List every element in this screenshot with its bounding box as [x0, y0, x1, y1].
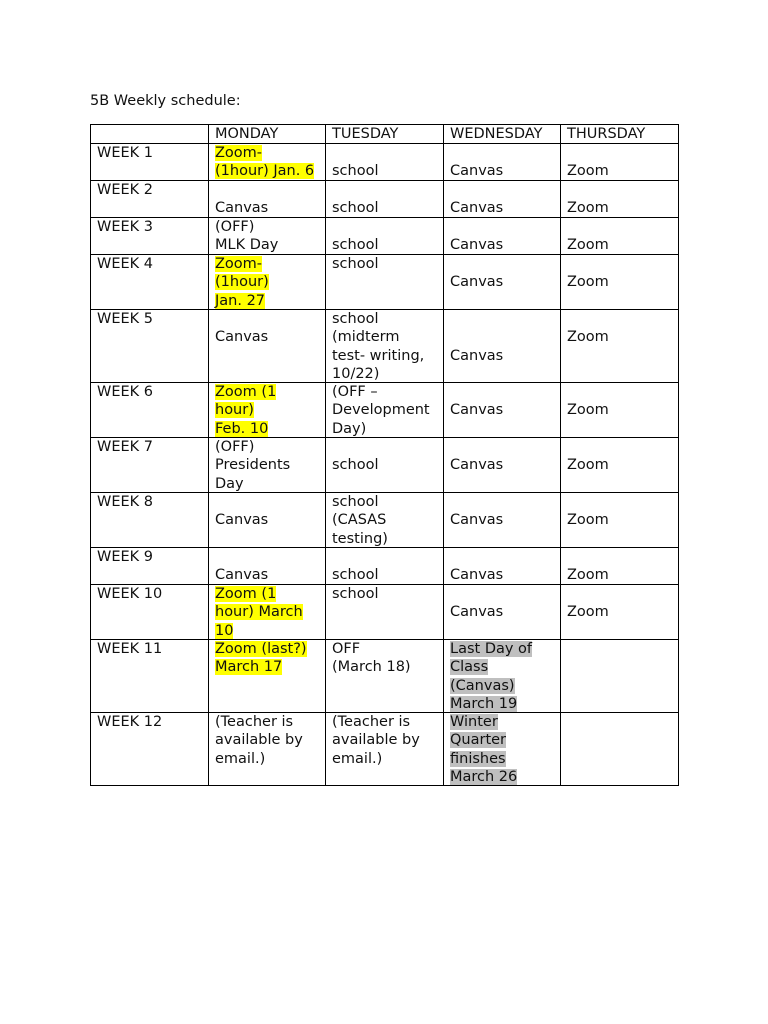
cell-content — [332, 713, 439, 785]
cell-content — [215, 255, 321, 309]
week-cell: WEEK 3 — [91, 218, 209, 255]
cell-line — [332, 401, 439, 419]
cell-wednesday — [444, 383, 561, 438]
cell-text: Zoom — [567, 567, 609, 584]
cell-text: available by — [332, 732, 420, 749]
cell-text: (Teacher is — [215, 714, 294, 731]
cell-line — [450, 768, 556, 786]
cell-wednesday — [444, 255, 561, 310]
cell-tuesday — [326, 713, 444, 786]
cell-line — [450, 695, 556, 713]
cell-line — [215, 585, 321, 603]
cell-text: Feb. 10 — [215, 420, 269, 437]
cell-text: Canvas — [215, 567, 269, 584]
cell-content — [332, 310, 439, 382]
cell-text: MLK Day — [215, 237, 279, 254]
schedule-body — [91, 125, 679, 786]
cell-thursday — [561, 218, 679, 255]
table-row — [91, 640, 679, 713]
week-cell: WEEK 10 — [91, 585, 209, 640]
cell-content — [450, 548, 556, 584]
cell-text: Canvas — [215, 329, 269, 346]
cell-monday — [209, 438, 326, 493]
cell-tuesday — [326, 181, 444, 218]
cell-tuesday — [326, 255, 444, 310]
cell-text: school — [332, 457, 379, 474]
cell-content — [215, 585, 321, 639]
cell-line — [450, 401, 556, 419]
cell-line — [332, 328, 439, 346]
header-row — [91, 125, 679, 144]
cell-thursday — [561, 255, 679, 310]
cell-monday — [209, 383, 326, 438]
cell-line — [567, 603, 674, 621]
cell-text: available by — [215, 732, 303, 749]
cell-content — [215, 548, 321, 584]
cell-line — [450, 658, 556, 676]
cell-text: Canvas — [450, 200, 504, 217]
cell-monday — [209, 548, 326, 585]
cell-text: school — [332, 311, 379, 328]
cell-text: Zoom (1 — [215, 384, 277, 401]
cell-line — [450, 273, 556, 291]
cell-content — [567, 218, 674, 254]
cell-content — [567, 255, 674, 309]
cell-line — [332, 310, 439, 328]
cell-line — [332, 658, 439, 676]
cell-text: Zoom — [567, 604, 609, 621]
cell-monday — [209, 585, 326, 640]
cell-line — [567, 273, 674, 291]
cell-text: school — [332, 237, 379, 254]
cell-content — [332, 585, 439, 639]
table-row — [91, 181, 679, 218]
cell-line — [332, 255, 439, 273]
cell-line — [215, 255, 321, 273]
schedule-table — [90, 124, 679, 786]
cell-line — [450, 731, 556, 749]
cell-line — [450, 511, 556, 529]
cell-line — [215, 622, 321, 640]
cell-wednesday — [444, 493, 561, 548]
cell-thursday — [561, 144, 679, 181]
cell-content — [450, 383, 556, 437]
cell-text: school — [332, 256, 379, 273]
cell-content — [215, 181, 321, 217]
page-title: 5B Weekly schedule: — [90, 93, 241, 109]
cell-line — [450, 199, 556, 217]
cell-content — [567, 310, 674, 382]
cell-text: Presidents — [215, 457, 291, 474]
cell-line — [215, 438, 321, 456]
cell-line — [332, 236, 439, 254]
cell-line — [215, 731, 321, 749]
cell-line — [450, 236, 556, 254]
cell-line — [215, 401, 321, 419]
cell-line — [215, 236, 321, 254]
cell-text: Zoom — [567, 274, 609, 291]
cell-monday — [209, 144, 326, 181]
cell-content — [450, 438, 556, 492]
week-cell: WEEK 4 — [91, 255, 209, 310]
cell-text: Last Day of — [450, 641, 533, 658]
cell-wednesday — [444, 713, 561, 786]
cell-text: school — [332, 586, 379, 603]
cell-text: Zoom — [567, 512, 609, 529]
cell-line — [567, 511, 674, 529]
cell-text: Zoom — [567, 237, 609, 254]
cell-monday — [209, 310, 326, 383]
cell-content — [215, 713, 321, 785]
cell-content — [332, 383, 439, 437]
cell-text: Canvas — [450, 402, 504, 419]
cell-tuesday — [326, 383, 444, 438]
cell-text: Day) — [332, 420, 367, 437]
cell-tuesday — [326, 218, 444, 255]
cell-thursday — [561, 310, 679, 383]
cell-monday — [209, 713, 326, 786]
cell-line — [215, 713, 321, 731]
cell-text: Canvas — [450, 347, 504, 364]
cell-text: finishes — [450, 750, 506, 767]
table-row — [91, 218, 679, 255]
cell-line — [332, 566, 439, 584]
cell-text: school — [332, 163, 379, 180]
cell-text: Zoom — [567, 402, 609, 419]
cell-line — [332, 365, 439, 383]
cell-line — [450, 162, 556, 180]
cell-line — [332, 530, 439, 548]
cell-text: Winter — [450, 714, 498, 731]
cell-line — [567, 401, 674, 419]
cell-text: email.) — [332, 750, 383, 767]
table-row — [91, 310, 679, 383]
cell-content — [567, 640, 674, 712]
cell-content — [450, 640, 556, 712]
cell-text: (March 18) — [332, 659, 411, 676]
cell-content — [450, 310, 556, 382]
week-cell: WEEK 1 — [91, 144, 209, 181]
cell-line — [332, 731, 439, 749]
cell-text: hour) — [215, 402, 254, 419]
cell-content — [567, 181, 674, 217]
cell-text: (Canvas) — [450, 677, 515, 694]
cell-content — [450, 144, 556, 180]
cell-content — [567, 548, 674, 584]
cell-content — [567, 585, 674, 639]
cell-line — [215, 475, 321, 493]
cell-content — [215, 438, 321, 492]
cell-text: (OFF) — [215, 439, 255, 456]
week-cell: WEEK 7 — [91, 438, 209, 493]
cell-content — [332, 438, 439, 492]
cell-line — [215, 750, 321, 768]
cell-wednesday — [444, 585, 561, 640]
cell-wednesday — [444, 548, 561, 585]
cell-line — [567, 328, 674, 346]
cell-tuesday — [326, 438, 444, 493]
table-row — [91, 548, 679, 585]
header-cell-tuesday: TUESDAY — [326, 125, 444, 144]
cell-content — [332, 493, 439, 547]
cell-text: Canvas — [450, 274, 504, 291]
week-cell: WEEK 9 — [91, 548, 209, 585]
cell-thursday — [561, 493, 679, 548]
cell-tuesday — [326, 548, 444, 585]
cell-wednesday — [444, 438, 561, 493]
cell-text: March 19 — [450, 695, 518, 712]
table-row — [91, 255, 679, 310]
cell-text: Zoom- — [215, 145, 263, 162]
cell-content — [332, 548, 439, 584]
cell-thursday — [561, 438, 679, 493]
table-row — [91, 713, 679, 786]
cell-line — [215, 566, 321, 584]
cell-text: Class — [450, 659, 489, 676]
cell-monday — [209, 640, 326, 713]
cell-text: Zoom (last?) — [215, 641, 307, 658]
cell-line — [215, 383, 321, 401]
cell-line — [215, 218, 321, 236]
cell-text: Development — [332, 402, 430, 419]
cell-line — [332, 750, 439, 768]
cell-line — [332, 383, 439, 401]
cell-tuesday — [326, 144, 444, 181]
cell-line — [450, 603, 556, 621]
cell-wednesday — [444, 640, 561, 713]
cell-line — [215, 328, 321, 346]
cell-content — [215, 310, 321, 382]
cell-tuesday — [326, 585, 444, 640]
cell-line — [567, 236, 674, 254]
cell-content — [450, 181, 556, 217]
cell-line — [567, 566, 674, 584]
cell-line — [332, 493, 439, 511]
cell-text: testing) — [332, 530, 388, 547]
cell-text: OFF — [332, 641, 361, 658]
cell-text: test- writing, — [332, 347, 425, 364]
cell-text: Jan. 27 — [215, 292, 266, 309]
cell-line — [450, 750, 556, 768]
cell-line — [215, 162, 321, 180]
cell-text: Zoom- — [215, 256, 263, 273]
cell-text: Day — [215, 475, 244, 492]
cell-text: (1hour) Jan. 6 — [215, 163, 315, 180]
week-cell: WEEK 12 — [91, 713, 209, 786]
week-cell: WEEK 5 — [91, 310, 209, 383]
cell-line — [332, 456, 439, 474]
cell-tuesday — [326, 310, 444, 383]
cell-thursday — [561, 548, 679, 585]
cell-line — [215, 456, 321, 474]
table-row — [91, 493, 679, 548]
cell-text: school — [332, 200, 379, 217]
cell-thursday — [561, 585, 679, 640]
cell-line — [215, 199, 321, 217]
cell-text: (1hour) — [215, 274, 269, 291]
cell-content — [450, 493, 556, 547]
cell-text: Zoom (1 — [215, 586, 277, 603]
cell-content — [215, 640, 321, 712]
cell-line — [450, 456, 556, 474]
table-row — [91, 585, 679, 640]
cell-thursday — [561, 640, 679, 713]
cell-content — [567, 713, 674, 785]
cell-content — [332, 255, 439, 309]
cell-content — [450, 255, 556, 309]
table-row — [91, 438, 679, 493]
cell-text: Canvas — [450, 604, 504, 621]
cell-text: Canvas — [450, 163, 504, 180]
cell-line — [215, 420, 321, 438]
cell-line — [215, 603, 321, 621]
cell-text: (OFF – — [332, 384, 378, 401]
cell-content — [332, 218, 439, 254]
header-cell-monday: MONDAY — [209, 125, 326, 144]
cell-line — [332, 162, 439, 180]
cell-monday — [209, 181, 326, 218]
cell-tuesday — [326, 493, 444, 548]
cell-thursday — [561, 181, 679, 218]
cell-line — [450, 566, 556, 584]
cell-text: Quarter — [450, 732, 507, 749]
cell-tuesday — [326, 640, 444, 713]
cell-text: Canvas — [450, 457, 504, 474]
cell-content — [450, 713, 556, 785]
cell-line — [450, 713, 556, 731]
cell-content — [215, 218, 321, 254]
cell-line — [567, 199, 674, 217]
cell-text: Zoom — [567, 200, 609, 217]
cell-line — [215, 144, 321, 162]
cell-content — [332, 144, 439, 180]
cell-text: (OFF) — [215, 219, 255, 236]
cell-content — [567, 383, 674, 437]
table-row — [91, 144, 679, 181]
cell-line — [332, 585, 439, 603]
cell-text: Canvas — [450, 512, 504, 529]
cell-content — [567, 438, 674, 492]
header-cell-week — [91, 125, 209, 144]
cell-text: hour) March — [215, 604, 303, 621]
cell-wednesday — [444, 144, 561, 181]
week-cell: WEEK 6 — [91, 383, 209, 438]
cell-line — [215, 640, 321, 658]
cell-content — [215, 493, 321, 547]
cell-line — [332, 199, 439, 217]
cell-text: Canvas — [450, 237, 504, 254]
table-row — [91, 383, 679, 438]
header-cell-wednesday: WEDNESDAY — [444, 125, 561, 144]
cell-text: Zoom — [567, 329, 609, 346]
cell-wednesday — [444, 218, 561, 255]
cell-content — [450, 585, 556, 639]
cell-monday — [209, 255, 326, 310]
cell-text: Canvas — [450, 567, 504, 584]
cell-content — [332, 181, 439, 217]
cell-text: Zoom — [567, 457, 609, 474]
cell-content — [332, 640, 439, 712]
cell-text: Canvas — [215, 200, 269, 217]
cell-line — [332, 420, 439, 438]
cell-text: (CASAS — [332, 512, 387, 529]
cell-thursday — [561, 383, 679, 438]
cell-text: Zoom — [567, 163, 609, 180]
cell-text: (Teacher is — [332, 714, 411, 731]
cell-text: (midterm — [332, 329, 400, 346]
cell-text: school — [332, 567, 379, 584]
cell-monday — [209, 493, 326, 548]
cell-line — [215, 273, 321, 291]
week-cell: WEEK 2 — [91, 181, 209, 218]
cell-monday — [209, 218, 326, 255]
cell-text: email.) — [215, 750, 266, 767]
cell-wednesday — [444, 181, 561, 218]
cell-content — [450, 218, 556, 254]
cell-text: March 26 — [450, 768, 518, 785]
cell-line — [332, 511, 439, 529]
cell-text: Canvas — [215, 512, 269, 529]
cell-line — [215, 292, 321, 310]
cell-line — [332, 640, 439, 658]
week-cell: WEEK 8 — [91, 493, 209, 548]
cell-content — [215, 383, 321, 437]
cell-thursday — [561, 713, 679, 786]
cell-line — [450, 347, 556, 365]
cell-text: school — [332, 494, 379, 511]
cell-wednesday — [444, 310, 561, 383]
cell-text: March 17 — [215, 659, 283, 676]
cell-content — [567, 144, 674, 180]
cell-line — [450, 640, 556, 658]
header-cell-thursday: THURSDAY — [561, 125, 679, 144]
cell-line — [215, 658, 321, 676]
cell-line — [332, 713, 439, 731]
cell-line — [567, 456, 674, 474]
cell-line — [215, 511, 321, 529]
cell-line — [567, 162, 674, 180]
cell-line — [332, 347, 439, 365]
cell-content — [215, 144, 321, 180]
week-cell: WEEK 11 — [91, 640, 209, 713]
cell-text: 10/22) — [332, 365, 380, 382]
cell-line — [450, 677, 556, 695]
cell-content — [567, 493, 674, 547]
cell-text: 10 — [215, 622, 234, 639]
